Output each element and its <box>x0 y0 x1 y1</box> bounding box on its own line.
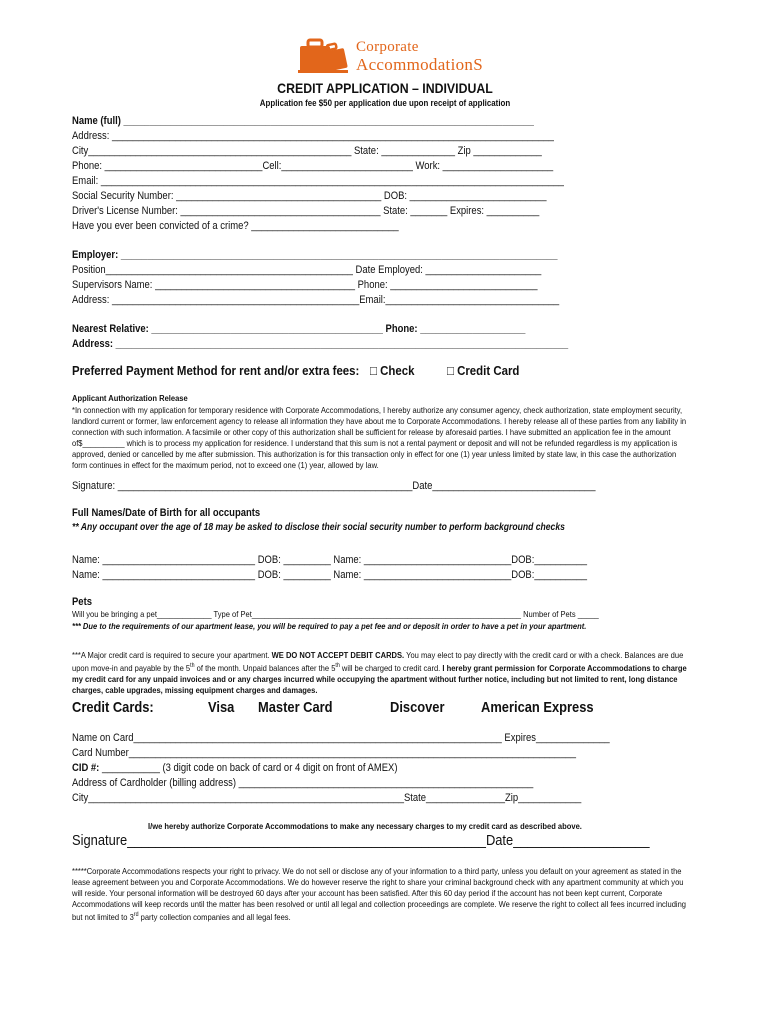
occupant-row-2[interactable]: Name: _____________________________ DOB: _________ Name: ____________________________DOB:__________ <box>72 569 587 581</box>
occupants-heading: Full Names/Date of Birth for all occupants <box>72 507 261 519</box>
pets-fee-note: *** Due to the requirements of our apartment lease, you will be required to pay a pet fee and or deposit in order to have a pet in your apartment. <box>72 621 587 631</box>
privacy-text: party collection companies and all legal fees. <box>138 911 291 922</box>
charge-authorization-text: I/we hereby authorize Corporate Accommodations to make any necessary charges to my credit card as described above. <box>148 821 582 831</box>
position-field[interactable]: Position_______________________________________________ Date Employed: ______________________ <box>72 264 542 276</box>
occupants-note: ** Any occupant over the age of 18 may be asked to disclose their social security number to perform background checks <box>72 522 565 533</box>
superscript: th <box>335 663 340 669</box>
notice-text: will be charged to credit card. <box>339 662 443 673</box>
suitcase-logo-icon <box>296 30 354 76</box>
pets-heading: Pets <box>72 596 92 608</box>
cid-field[interactable] <box>72 761 398 775</box>
form-subtitle: Application fee $50 per application due upon receipt of application <box>259 98 511 108</box>
superscript: rd <box>133 912 139 918</box>
email-field[interactable]: Email: ________________________________________________________________________________________ <box>72 175 564 187</box>
company-logo <box>296 30 483 78</box>
billing-city-state-zip-field[interactable]: City____________________________________________________________State_______________Zip____________ <box>72 792 582 804</box>
phone-field[interactable]: Phone: ______________________________Cell:_________________________ Work: _____________________ <box>72 160 554 172</box>
permission-text: I hereby grant permission for Corporate Accommodations to charge my credit card for any unpaid invoices and or any charges incurred while occupying the apartment without further notice, including but not limited to rent, long distance charges, cable upgrades, missing equipment charges and damages. <box>72 662 687 695</box>
name-on-card-field[interactable]: Name on Card______________________________________________________________________ Expires______________ <box>72 732 610 744</box>
check-option-checkbox[interactable]: □ Check <box>370 363 415 378</box>
privacy-text: *****Corporate Accommodations respects your right to privacy. We do not sell or disclose any of your information to a third party, unless you default on your agreement as stated in the lease agreement between you and Corporate Accommodations. We do however reserve the right to share your criminal background check with any apartment community at which you will reside. Your personal information will be destroyed 60 days after your account has been satisfied. After this 60 day period if the account has not been kept current, Corporate Accommodations will keep records until the matter has been resolved or until all legal and collection proceedings are complete. We reserve the right to collect all fees incurred including but not limited to 3 <box>72 866 687 922</box>
superscript: th <box>190 663 195 669</box>
major-credit-card-notice <box>72 650 688 696</box>
city-state-zip-field[interactable]: City__________________________________________________ State: ______________ Zip _____________ <box>72 145 542 157</box>
billing-address-field[interactable]: Address of Cardholder (billing address) ________________________________________________________ <box>72 777 534 789</box>
cid-hint: ___________ (3 digit code on back of card or 4 digit on front of AMEX) <box>99 762 398 774</box>
authorization-signature-field[interactable]: Signature: ________________________________________________________Date_______________________________ <box>72 480 596 492</box>
credit-cards-label: Credit Cards: <box>72 699 154 716</box>
employer-address-field[interactable]: Address: _______________________________________________Email:_________________________________ <box>72 294 560 306</box>
payment-method-label: Preferred Payment Method for rent and/or extra fees: <box>72 363 360 378</box>
authorization-text: *In connection with my application for temporary residence with Corporate Accommodations, I hereby authorize any consumer agency, check authorization, state employment security, landlord current or former, law enforcement agency to release all information they have about me to Corporate Accommodations. I hereby release all of these parties from any liability in connection with such information. A facsimile or other copy of this authorization shall be sufficient for release by aforesaid parties. I have submitted an application fee in the amount of$__________ which is to process my application for residence. I understand that this sum is not a rental payment or deposit and will not be refunded regardless is my application is approved, denied or cancelled by me after submission. This authorization is for this transaction only in effect for one (1) year unless limited by state law, in this case the authorization form continues in effect for the maximum period, not to exceed one (1) year, allowed by law. <box>72 405 687 470</box>
discover-option[interactable]: Discover <box>390 699 445 716</box>
notice-text: ***A Major credit card is required to secure your apartment. <box>72 650 272 660</box>
crime-conviction-field[interactable]: Have you ever been convicted of a crime? ____________________________ <box>72 220 399 232</box>
american-express-option[interactable]: American Express <box>481 699 594 716</box>
drivers-license-field[interactable]: Driver's License Number: ______________________________________ State: _______ Expires: __________ <box>72 205 540 217</box>
full-name-field[interactable]: Name (full) ______________________________________________________________________________ <box>72 115 534 127</box>
nearest-relative-field[interactable]: Nearest Relative: ____________________________________________ Phone: ____________________ <box>72 323 526 335</box>
notice-text: of the month. Unpaid balances after the 5 <box>194 662 336 673</box>
occupant-row-1[interactable]: Name: _____________________________ DOB: _________ Name: ____________________________DOB:__________ <box>72 554 587 566</box>
authorization-heading: Applicant Authorization Release <box>72 393 188 403</box>
notice-text: You may elect to pay directly with the credit card or with a check. Balances are due upon move-in and payable by the 5 <box>72 650 684 673</box>
employer-field[interactable]: Employer: ___________________________________________________________________________________ <box>72 249 558 261</box>
form-title: CREDIT APPLICATION – INDIVIDUAL <box>277 80 493 96</box>
logo-text-line2: AccommodationS <box>356 55 483 74</box>
credit-card-option-checkbox[interactable]: □ Credit Card <box>447 363 520 378</box>
address-field[interactable]: Address: ____________________________________________________________________________________ <box>72 130 554 142</box>
relative-address-field[interactable]: Address: ______________________________________________________________________________________ <box>72 338 569 350</box>
mastercard-option[interactable]: Master Card <box>258 699 333 716</box>
supervisor-field[interactable]: Supervisors Name: ______________________________________ Phone: ____________________________ <box>72 279 538 291</box>
pets-field[interactable]: Will you be bringing a pet_____________ Type of Pet________________________________________________________________ Number of Pets _____ <box>72 609 599 619</box>
privacy-notice <box>72 866 688 923</box>
card-number-field[interactable]: Card Number_____________________________________________________________________________________ <box>72 747 576 759</box>
visa-option[interactable]: Visa <box>208 699 235 716</box>
ssn-dob-field[interactable]: Social Security Number: _______________________________________ DOB: __________________________ <box>72 190 547 202</box>
final-signature-field[interactable]: Signature__________________________________________________Date___________________ <box>72 832 650 849</box>
cid-label: CID #: <box>72 762 100 774</box>
no-debit-cards-text: WE DO NOT ACCEPT DEBIT CARDS. <box>271 650 405 660</box>
logo-text-line1: Corporate <box>356 39 419 55</box>
